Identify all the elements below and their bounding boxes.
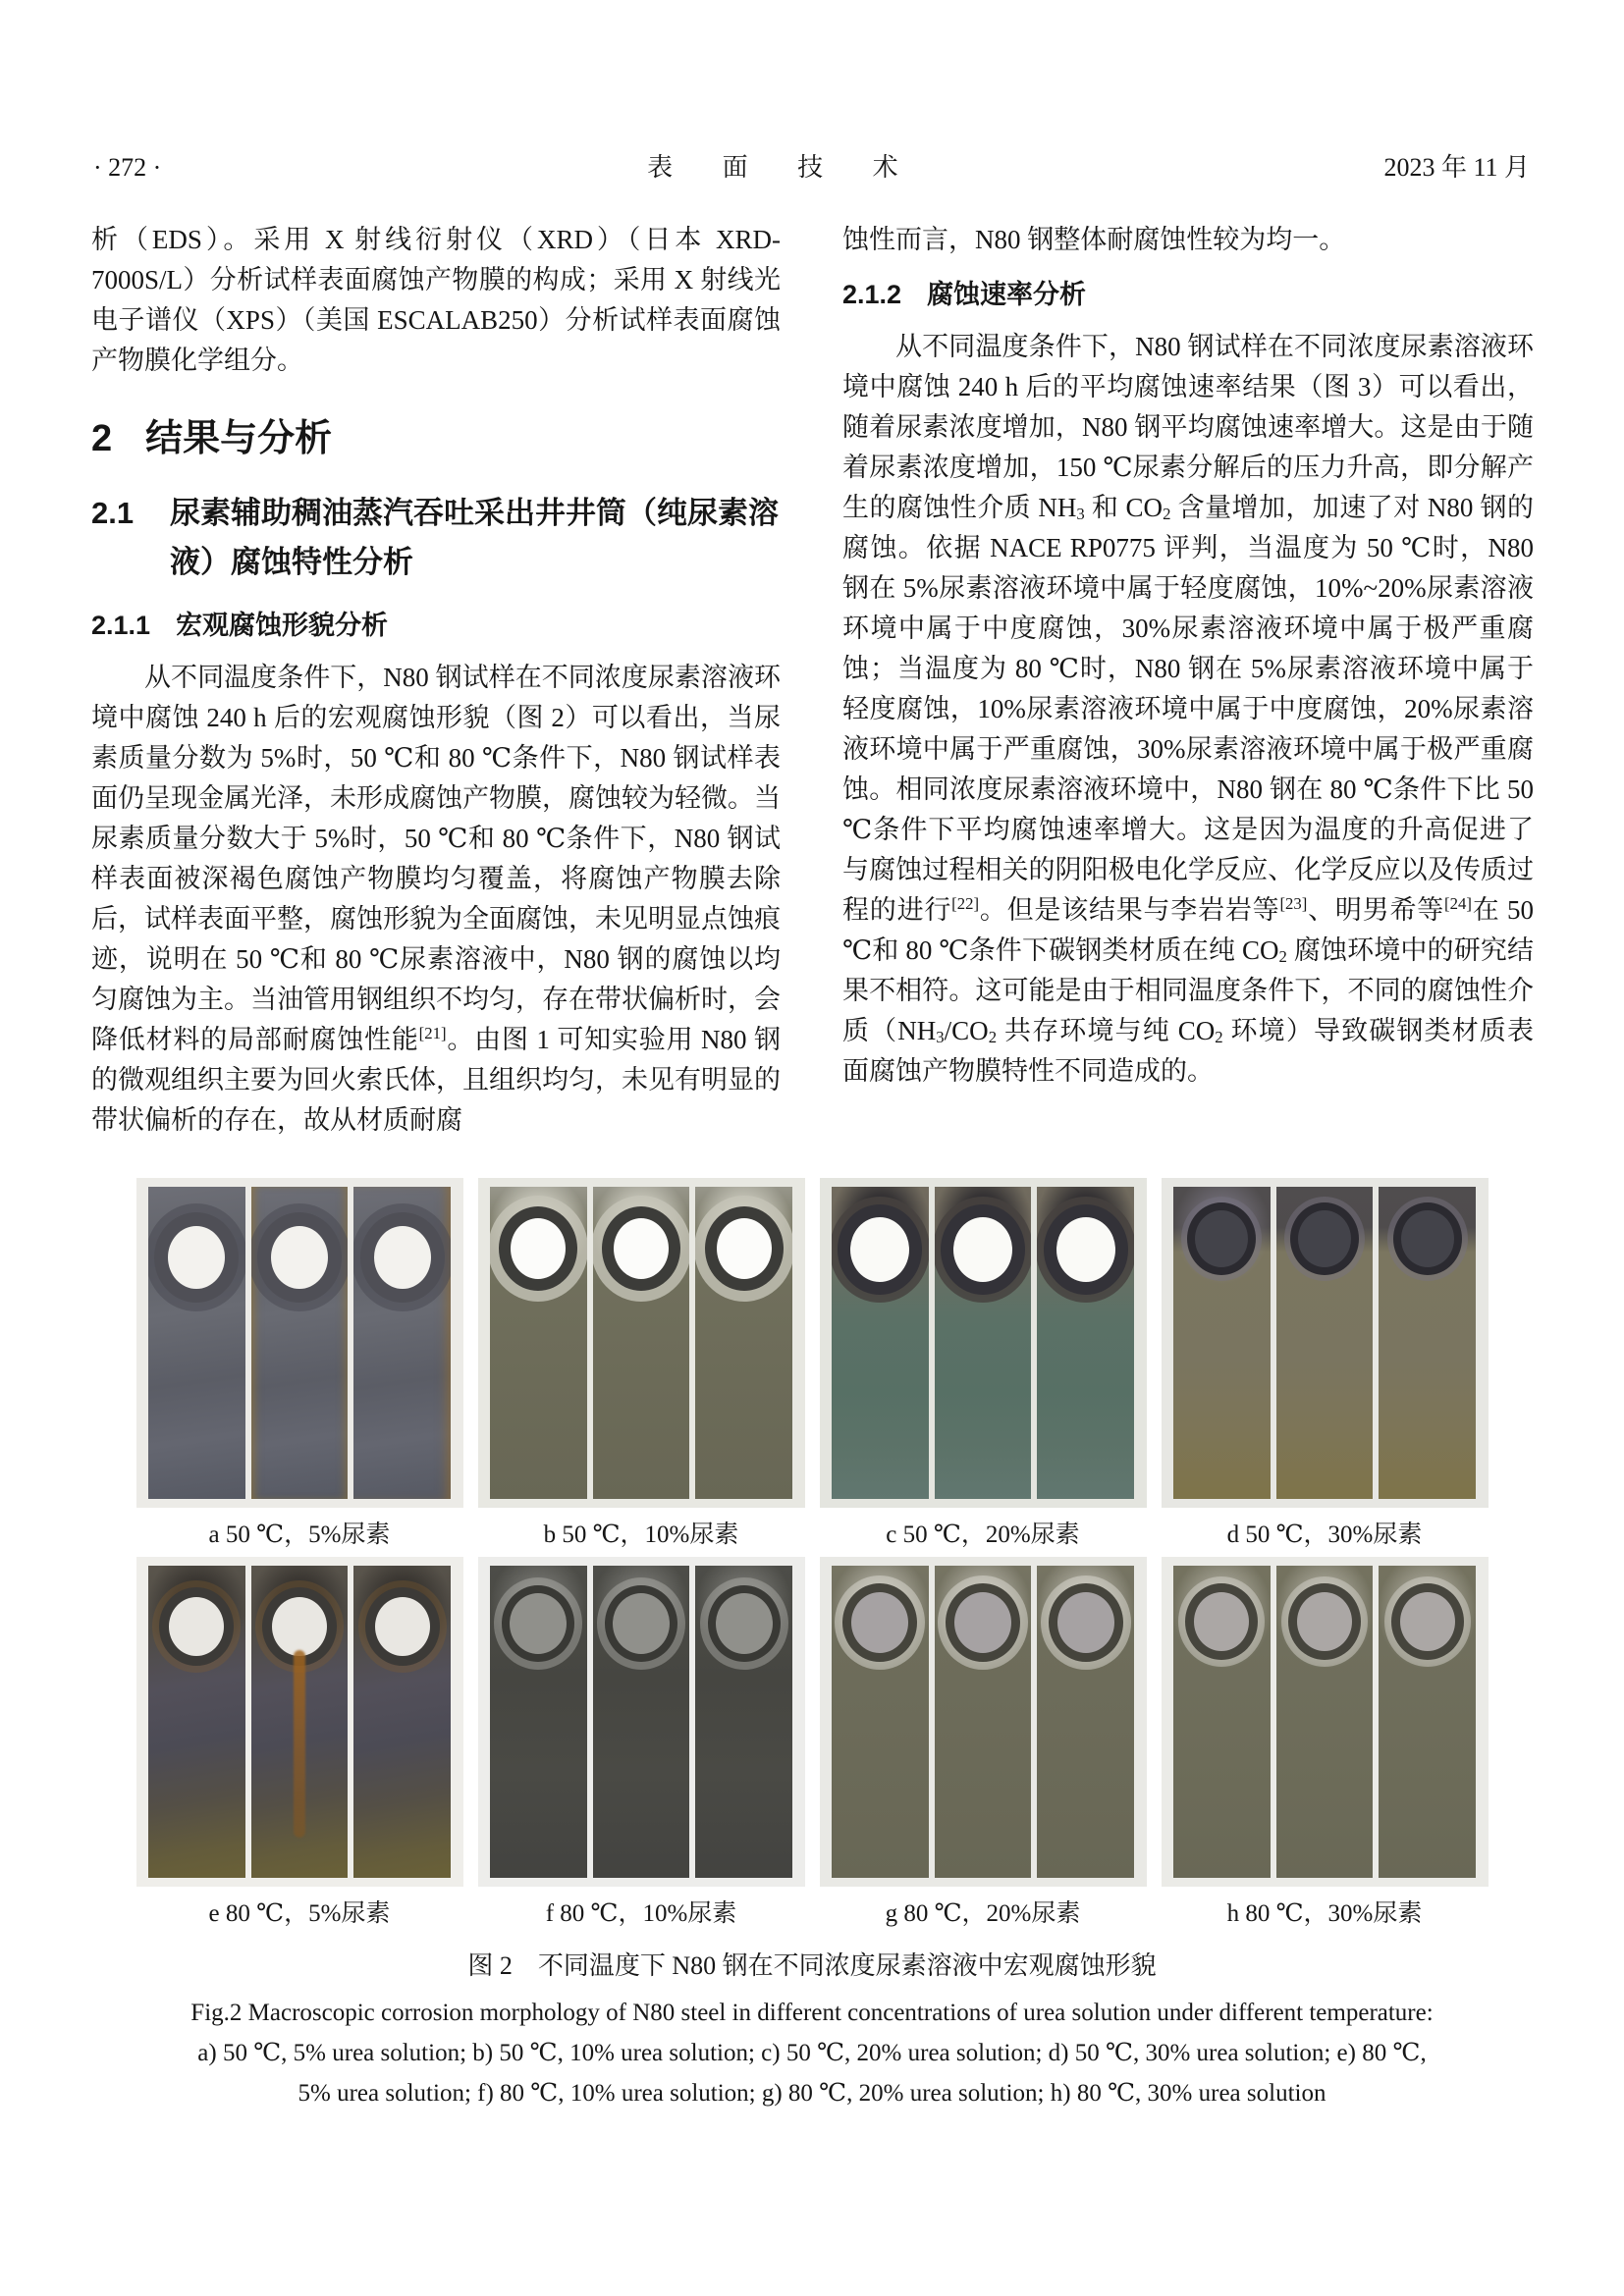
panel-caption-e: e 80 ℃，5%尿素	[208, 1900, 391, 1927]
specimen-strip	[593, 1187, 690, 1499]
specimen-strip	[353, 1566, 451, 1878]
panel-caption-d: d 50 ℃，30%尿素	[1226, 1522, 1423, 1548]
section-number: 2	[91, 418, 113, 459]
specimen-hole	[708, 1585, 781, 1662]
panel-caption-f: f 80 ℃，10%尿素	[545, 1900, 737, 1927]
specimen-hole	[257, 1212, 342, 1303]
specimen-strip	[490, 1187, 587, 1499]
figure-panel-f	[478, 1557, 805, 1936]
specimen-hole	[1187, 1202, 1256, 1275]
photo-panel-f	[478, 1557, 805, 1887]
figure-caption	[0, 1946, 1624, 2113]
figure-panel-a	[136, 1178, 463, 1557]
figure-panel-g	[820, 1557, 1147, 1936]
photo-panel-b	[478, 1178, 805, 1508]
specimen-hole	[1393, 1202, 1462, 1275]
specimen-strip	[1173, 1566, 1271, 1878]
specimen-strip	[490, 1566, 587, 1878]
specimen-hole	[838, 1204, 922, 1295]
specimen-hole	[941, 1204, 1025, 1295]
section-2-1-1-heading	[91, 605, 781, 646]
specimen-strip	[1173, 1187, 1271, 1499]
specimen-hole	[365, 1587, 440, 1666]
specimen-hole	[262, 1587, 337, 1666]
continuation-paragraph: 析（EDS）。采用 X 射线衍射仪（XRD）（日本 XRD-7000S/L）分析试样表面腐蚀产物膜的构成；采用 X 射线光电子谱仪（XPS）（美国 ESCALAB250）分析试样表面腐蚀产物膜化学组分。	[91, 225, 781, 375]
specimen-strip	[935, 1566, 1032, 1878]
macro-morphology-paragraph: 从不同温度条件下，N80 钢试样在不同浓度尿素溶液环境中腐蚀 240 h 后的宏观腐蚀形貌（图 2）可以看出，当尿素质量分数为 5%时，50 ℃和 80 ℃条件下，N80 钢试样表面仍呈现金属光泽，未形成腐蚀产物膜，腐蚀较为轻微。当尿素质量分数大于 5%时，50 ℃和 80 ℃条件下，N80 钢试样表面被深褐色腐蚀产物膜均匀覆盖，将腐蚀产物膜去除后，试样表面平整，腐蚀形貌为全面腐蚀，未见明显点蚀痕迹，说明在 50 ℃和 80 ℃尿素溶液中，N80 钢的腐蚀以均匀腐蚀为主。当油管用钢组织不均匀，存在带状偏析时，会降低材料的局部耐腐蚀性能[21]。由图 1 可知实验用 N80 钢的微观组织主要为回火索氏体，且组织均匀，未见有明显的带状偏析的存在，故从材质耐腐	[91, 663, 782, 1135]
specimen-hole	[705, 1206, 784, 1291]
photo-panel-e	[136, 1557, 463, 1887]
corrosion-rate-paragraph: 从不同温度条件下，N80 钢试样在不同浓度尿素溶液环境中腐蚀 240 h 后的平均腐蚀速率结果（图 3）可以看出，随着尿素浓度增加，N80 钢平均腐蚀速率增大。这是由于随着尿素浓度增加，150 ℃尿素分解后的压力升高，即分解产生的腐蚀性介质 $NH_3$ 和 $CO_2$ 含量增加，加速了对 N80 钢的腐蚀。依据 NACE RP0775 评判，当温度为 50 ℃时，N80 钢在 5%尿素溶液环境中属于轻度腐蚀，10%~20%尿素溶液环境中属于中度腐蚀，30%尿素溶液环境中属于极严重腐蚀；当温度为 80 ℃时，N80 钢在 5%尿素溶液环境中属于轻度腐蚀，10%尿素溶液环境中属于中度腐蚀，20%尿素溶液环境中属于严重腐蚀，30%尿素溶液环境中属于极严重腐蚀。相同浓度尿素溶液环境中，N80 钢在 80 ℃条件下比 50 ℃条件下平均腐蚀速率增大。这是因为温度的升高促进了与腐蚀过程相关的阴阳极电化学反应、化学反应以及传质过程的进行[22]。但是该结果与李岩岩等[23]、明男希等[24]在 50 ℃和 80 ℃条件下碳钢类材质在纯 $CO_2$ 腐蚀环境中的研究结果不相符。这可能是由于相同温度条件下，不同的腐蚀性介质（$NH_3/CO_2$ 共存环境与纯 $CO_2$ 环境）导致碳钢类材质表面腐蚀产物膜特性不同造成的。	[842, 332, 1535, 1086]
specimen-hole	[499, 1206, 577, 1291]
page-number: · 272 ·	[93, 153, 162, 182]
specimen-hole	[1049, 1583, 1123, 1662]
specimen-strip	[148, 1566, 245, 1878]
figure-panel-d	[1162, 1178, 1489, 1557]
section-2-1-2-heading	[842, 274, 1534, 315]
panel-caption-g: g 80 ℃，20%尿素	[885, 1900, 1081, 1927]
photo-panel-a	[136, 1178, 463, 1508]
journal-title: 表 面 技 术	[647, 153, 920, 182]
section-number: 2.1	[91, 496, 135, 530]
specimen-strip	[832, 1566, 929, 1878]
specimen-strip	[1379, 1187, 1476, 1499]
issue-date: 2023 年 11 月	[1383, 153, 1530, 182]
specimen-hole	[1044, 1204, 1128, 1295]
specimen-strip	[695, 1187, 792, 1499]
specimen-strip	[1037, 1566, 1134, 1878]
specimen-strip	[695, 1566, 792, 1878]
figure-caption-zh: 图 2 不同温度下 N80 钢在不同浓度尿素溶液中宏观腐蚀形貌	[467, 1951, 1157, 1980]
section-2-heading	[91, 414, 781, 463]
section-title: 腐蚀速率分析	[927, 280, 1087, 309]
panel-caption-h: h 80 ℃，30%尿素	[1226, 1900, 1423, 1927]
left-column	[91, 220, 781, 1141]
section-title: 尿素辅助稠油蒸汽吞吐采出井井筒（纯尿素溶液）腐蚀特性分析	[170, 496, 779, 579]
continuation-paragraph: 蚀性而言，N80 钢整体耐腐蚀性较为均一。	[842, 225, 1346, 254]
photo-panel-c	[820, 1178, 1147, 1508]
specimen-strip	[1379, 1566, 1476, 1878]
specimen-hole	[1288, 1583, 1361, 1660]
specimen-strip	[935, 1187, 1032, 1499]
specimen-hole	[1391, 1583, 1464, 1660]
specimen-hole	[1290, 1202, 1359, 1275]
specimen-strip	[832, 1187, 929, 1499]
photo-panel-g	[820, 1557, 1147, 1887]
figure-panel-e	[136, 1557, 463, 1936]
specimen-strip	[1037, 1187, 1134, 1499]
specimen-hole	[602, 1206, 680, 1291]
specimen-hole	[1185, 1583, 1258, 1660]
specimen-hole	[842, 1583, 917, 1662]
figure-panel-b	[478, 1178, 805, 1557]
panel-caption-a: a 50 ℃，5%尿素	[208, 1522, 391, 1548]
specimen-hole	[360, 1212, 445, 1303]
figure-panel-c	[820, 1178, 1147, 1557]
page-header	[93, 147, 1530, 184]
figure-2	[0, 1178, 1624, 2113]
photo-grid	[0, 1178, 1624, 1936]
panel-caption-c: c 50 ℃，20%尿素	[886, 1522, 1080, 1548]
section-title: 宏观腐蚀形貌分析	[176, 611, 389, 640]
specimen-strip	[1276, 1566, 1374, 1878]
right-column	[842, 220, 1534, 1092]
section-number: 2.1.1	[91, 611, 151, 640]
specimen-hole	[154, 1212, 239, 1303]
panel-caption-b: b 50 ℃，10%尿素	[543, 1522, 739, 1548]
specimen-strip	[251, 1187, 349, 1499]
specimen-hole	[946, 1583, 1020, 1662]
figure-panel-h	[1162, 1557, 1489, 1936]
section-title: 结果与分析	[145, 418, 333, 459]
photo-panel-h	[1162, 1557, 1489, 1887]
specimen-strip	[148, 1187, 245, 1499]
specimen-strip	[1276, 1187, 1374, 1499]
specimen-strip	[593, 1566, 690, 1878]
figure-caption-en: Fig.2 Macroscopic corrosion morphology of N80 steel in different concentrations of urea solution under different temperature: a) 50 ℃, 5% urea solution; b) 50 ℃, 10% urea solution; c) 50 ℃, 20% urea solution; d) 50 ℃, 30% urea solution; e) 80 ℃, 5% urea solution; f) 80 ℃, 10% urea solution; g) 80 ℃, 20% urea solution; h) 80 ℃, 30% urea solution	[190, 2000, 1434, 2107]
section-2-1-heading	[91, 489, 781, 587]
specimen-strip	[251, 1566, 349, 1878]
specimen-hole	[159, 1587, 234, 1666]
specimen-hole	[605, 1585, 677, 1662]
photo-panel-d	[1162, 1178, 1489, 1508]
specimen-hole	[502, 1585, 574, 1662]
section-number: 2.1.2	[842, 280, 902, 309]
specimen-strip	[353, 1187, 451, 1499]
